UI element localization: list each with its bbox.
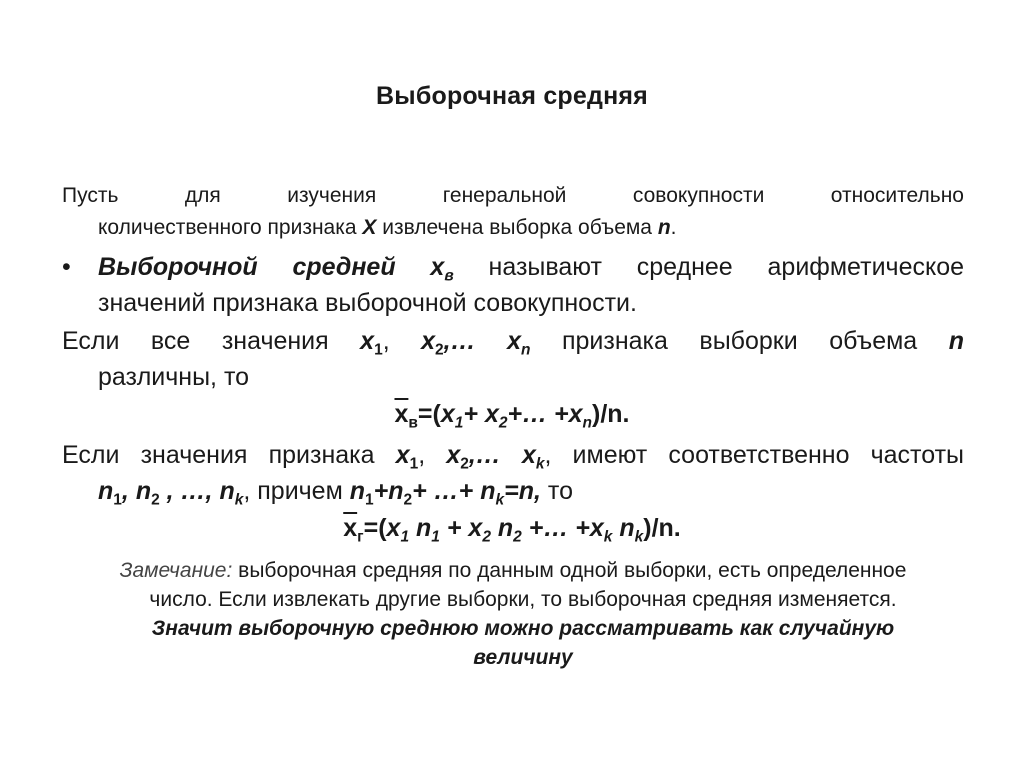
formula-eq: =( bbox=[417, 400, 441, 428]
text: , bbox=[382, 327, 422, 355]
definition-term: Выборочной средней x bbox=[98, 253, 445, 281]
remark-label: Замечание: bbox=[119, 559, 233, 582]
sub: 1 bbox=[409, 455, 419, 473]
freq-line-2 bbox=[62, 473, 964, 509]
term-xn: x bbox=[568, 400, 583, 428]
sub: k bbox=[634, 528, 644, 546]
text: Если значения признака bbox=[62, 441, 396, 469]
comma: , bbox=[121, 477, 136, 505]
plus: + bbox=[463, 400, 485, 428]
formula-end: )/n. bbox=[592, 400, 630, 428]
frequencies-paragraph bbox=[62, 437, 964, 509]
ellipsis: ,… bbox=[443, 327, 508, 355]
definition-line-2: значений признака выборочной совокупности. bbox=[98, 289, 637, 317]
text: признака выборки объема bbox=[530, 327, 949, 355]
sub: 2 bbox=[513, 528, 522, 546]
formula-lhs-sub: в bbox=[408, 414, 418, 432]
definition-term-sub: в bbox=[444, 267, 454, 285]
distinct-line-2: различны, то bbox=[98, 363, 250, 391]
sub-2: 2 bbox=[435, 341, 444, 359]
distinct-line-1 bbox=[62, 323, 964, 359]
var-nk: n bbox=[219, 477, 235, 505]
remark-text: выборочная средняя по данным одной выборки, есть определенное bbox=[232, 559, 907, 582]
sub: 2 bbox=[460, 455, 469, 473]
term: n bbox=[409, 514, 432, 542]
sub: k bbox=[535, 455, 545, 473]
sub-n: n bbox=[521, 341, 531, 359]
remark-line-1 bbox=[62, 556, 964, 585]
var-n: n bbox=[948, 327, 964, 355]
sum-nk: + …+ n bbox=[412, 477, 496, 505]
sub: 2 bbox=[403, 491, 413, 509]
slide-title: Выборочная средняя bbox=[376, 82, 648, 110]
intro-line-1: Пусть для изучения генеральной совокупности относительно bbox=[62, 184, 964, 207]
term: + x bbox=[439, 514, 483, 542]
term: +… +x bbox=[521, 514, 604, 542]
variable-X: X bbox=[362, 216, 377, 239]
formula-end: )/n. bbox=[643, 514, 681, 542]
sub: k bbox=[234, 491, 244, 509]
formula-sample-mean bbox=[0, 400, 1024, 432]
definition-text: называют среднее арифметическое bbox=[453, 253, 965, 281]
remark-line-3: Значит выборочную среднюю можно рассматривать как случайную bbox=[151, 617, 895, 640]
definition-bullet bbox=[62, 249, 964, 321]
formula-weighted-mean bbox=[0, 514, 1024, 546]
freq-line-1 bbox=[62, 437, 964, 473]
definition-line-1 bbox=[62, 249, 964, 285]
remark-line-4: величину bbox=[473, 646, 573, 669]
remark bbox=[62, 556, 964, 672]
intro-paragraph bbox=[62, 180, 964, 244]
sum-n1: n bbox=[349, 477, 366, 505]
sub: k bbox=[495, 491, 505, 509]
variable-n: n bbox=[657, 216, 671, 239]
intro-text: . bbox=[670, 216, 677, 239]
bullet-marker: • bbox=[62, 253, 71, 281]
sub: 1 bbox=[400, 528, 410, 546]
text: то bbox=[540, 477, 573, 505]
ellipsis: , …, bbox=[159, 477, 220, 505]
intro-line-2 bbox=[62, 212, 964, 244]
sub: k bbox=[603, 528, 613, 546]
plus: +… + bbox=[507, 400, 569, 428]
remark-line-2: число. Если извлекать другие выборки, то выборочная средняя изменяется. bbox=[149, 588, 897, 611]
sub: n bbox=[582, 414, 592, 432]
formula-lhs: $\overline{x}$ bbox=[394, 400, 409, 428]
sub-1: 1 bbox=[374, 341, 383, 359]
var-x1: x bbox=[360, 327, 375, 355]
sub: 2 bbox=[498, 414, 508, 432]
term: x bbox=[386, 514, 401, 542]
text: , bbox=[418, 441, 447, 469]
sub: 1 bbox=[113, 491, 122, 509]
sum-n2: +n bbox=[373, 477, 404, 505]
sub: 1 bbox=[431, 528, 440, 546]
sub: 1 bbox=[365, 491, 374, 509]
ellipsis: ,… bbox=[468, 441, 522, 469]
term: n bbox=[490, 514, 514, 542]
var-xn: x bbox=[507, 327, 522, 355]
formula-eq: =( bbox=[363, 514, 387, 542]
formula-lhs-sub: г bbox=[357, 528, 364, 546]
intro-text: извлечена выборка объема bbox=[376, 216, 658, 239]
text: , имеют соответственно частоты bbox=[544, 441, 964, 469]
var-n1: n bbox=[98, 477, 114, 505]
sum-eq-n: =n, bbox=[504, 477, 541, 505]
sub: 2 bbox=[482, 528, 491, 546]
sub: 1 bbox=[454, 414, 464, 432]
var-x2: x bbox=[446, 441, 461, 469]
text: Если все значения bbox=[62, 327, 361, 355]
term-x1: x bbox=[440, 400, 455, 428]
var-xk: x bbox=[521, 441, 536, 469]
var-x1: x bbox=[395, 441, 410, 469]
term-x2: x bbox=[484, 400, 499, 428]
sub: 2 bbox=[151, 491, 160, 509]
var-n2: n bbox=[135, 477, 152, 505]
text: , причем bbox=[243, 477, 350, 505]
term: n bbox=[612, 514, 635, 542]
distinct-values-paragraph bbox=[62, 323, 964, 395]
intro-text: количественного признака bbox=[98, 216, 363, 239]
formula-lhs: $\overline{x}$ bbox=[343, 514, 358, 542]
var-x2: x bbox=[421, 327, 436, 355]
